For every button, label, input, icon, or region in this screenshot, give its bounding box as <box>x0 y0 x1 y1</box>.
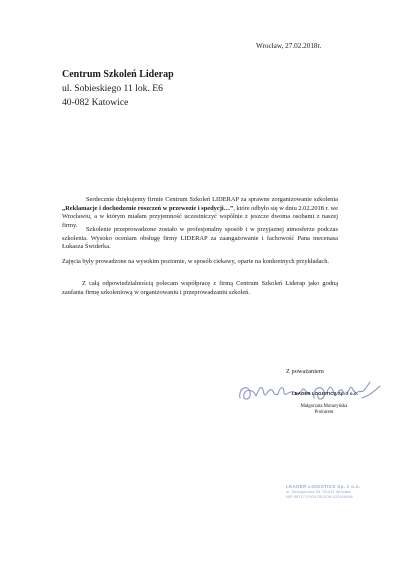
closing-regards: Z poważaniem <box>286 368 324 375</box>
recipient-city: 40-082 Katowice <box>62 97 129 108</box>
paragraph-thanks-suffix: , które odbyło się w dniu 2.02.2018 r. we Wrocławiu, a w którym miałam przyjemność uczestniczyć wspólnie z jeszcze dwoma osobami z naszej firmy. <box>62 204 338 230</box>
training-title: „Reklamacje i dochodzenie roszczeń w przewozie i spedycji…” <box>62 204 234 212</box>
signer-role: Prokurent <box>314 410 334 415</box>
stamp-title: LEADER LOGISTICS Sp. z o.o. <box>286 484 361 489</box>
signer-block <box>291 404 357 416</box>
stamp-line-1: ul. Strzegomska 55, 53-611 Wrocław <box>286 489 351 494</box>
company-stamp <box>286 484 362 499</box>
recipient-street: ul. Sobieskiego 11 lok. E6 <box>62 83 163 94</box>
stamp-line-2: NIP 8971717004 REGON 020418956 <box>286 494 353 499</box>
company-name-print: LEADER LOGISTICS Sp. z o.o. <box>292 391 359 396</box>
recipient-name: Centrum Szkoleń Liderap <box>62 69 174 80</box>
signer-name: Małgorzata Morazyńska <box>300 404 348 409</box>
recipient-address <box>62 68 174 110</box>
paragraph-thanks-prefix: Serdecznie dziękujemy firmie Centrum Szkoleń LIDERAP za sprawne zorganizowanie szkolenia <box>86 196 338 203</box>
paragraph-level: Zajęcia były prowadzone na wysokim poziomie, w sposób ciekawy, oparte na konkretnych przykładach. <box>62 258 330 265</box>
paragraph-recommendation: Z całą odpowiedzialnością polecam współpracę z firmą Centrum Szkoleń Liderap jako godną zaufania firmę szkoleniową w organizowaniu i przeprowadzaniu szkoleń. <box>62 280 338 296</box>
letter-date: Wrocław, 27.02.2018r. <box>256 42 322 50</box>
paragraph-evaluation: Szkolenie przeprowadzone zostało w profesjonalny sposób i w przyjaznej atmosferze podczas szkolenia. Wysoko oceniam obsługę firmy LIDERAP za zaangażowanie i fachowość Pana mecenasa Łukasza Świderka. <box>62 226 338 251</box>
